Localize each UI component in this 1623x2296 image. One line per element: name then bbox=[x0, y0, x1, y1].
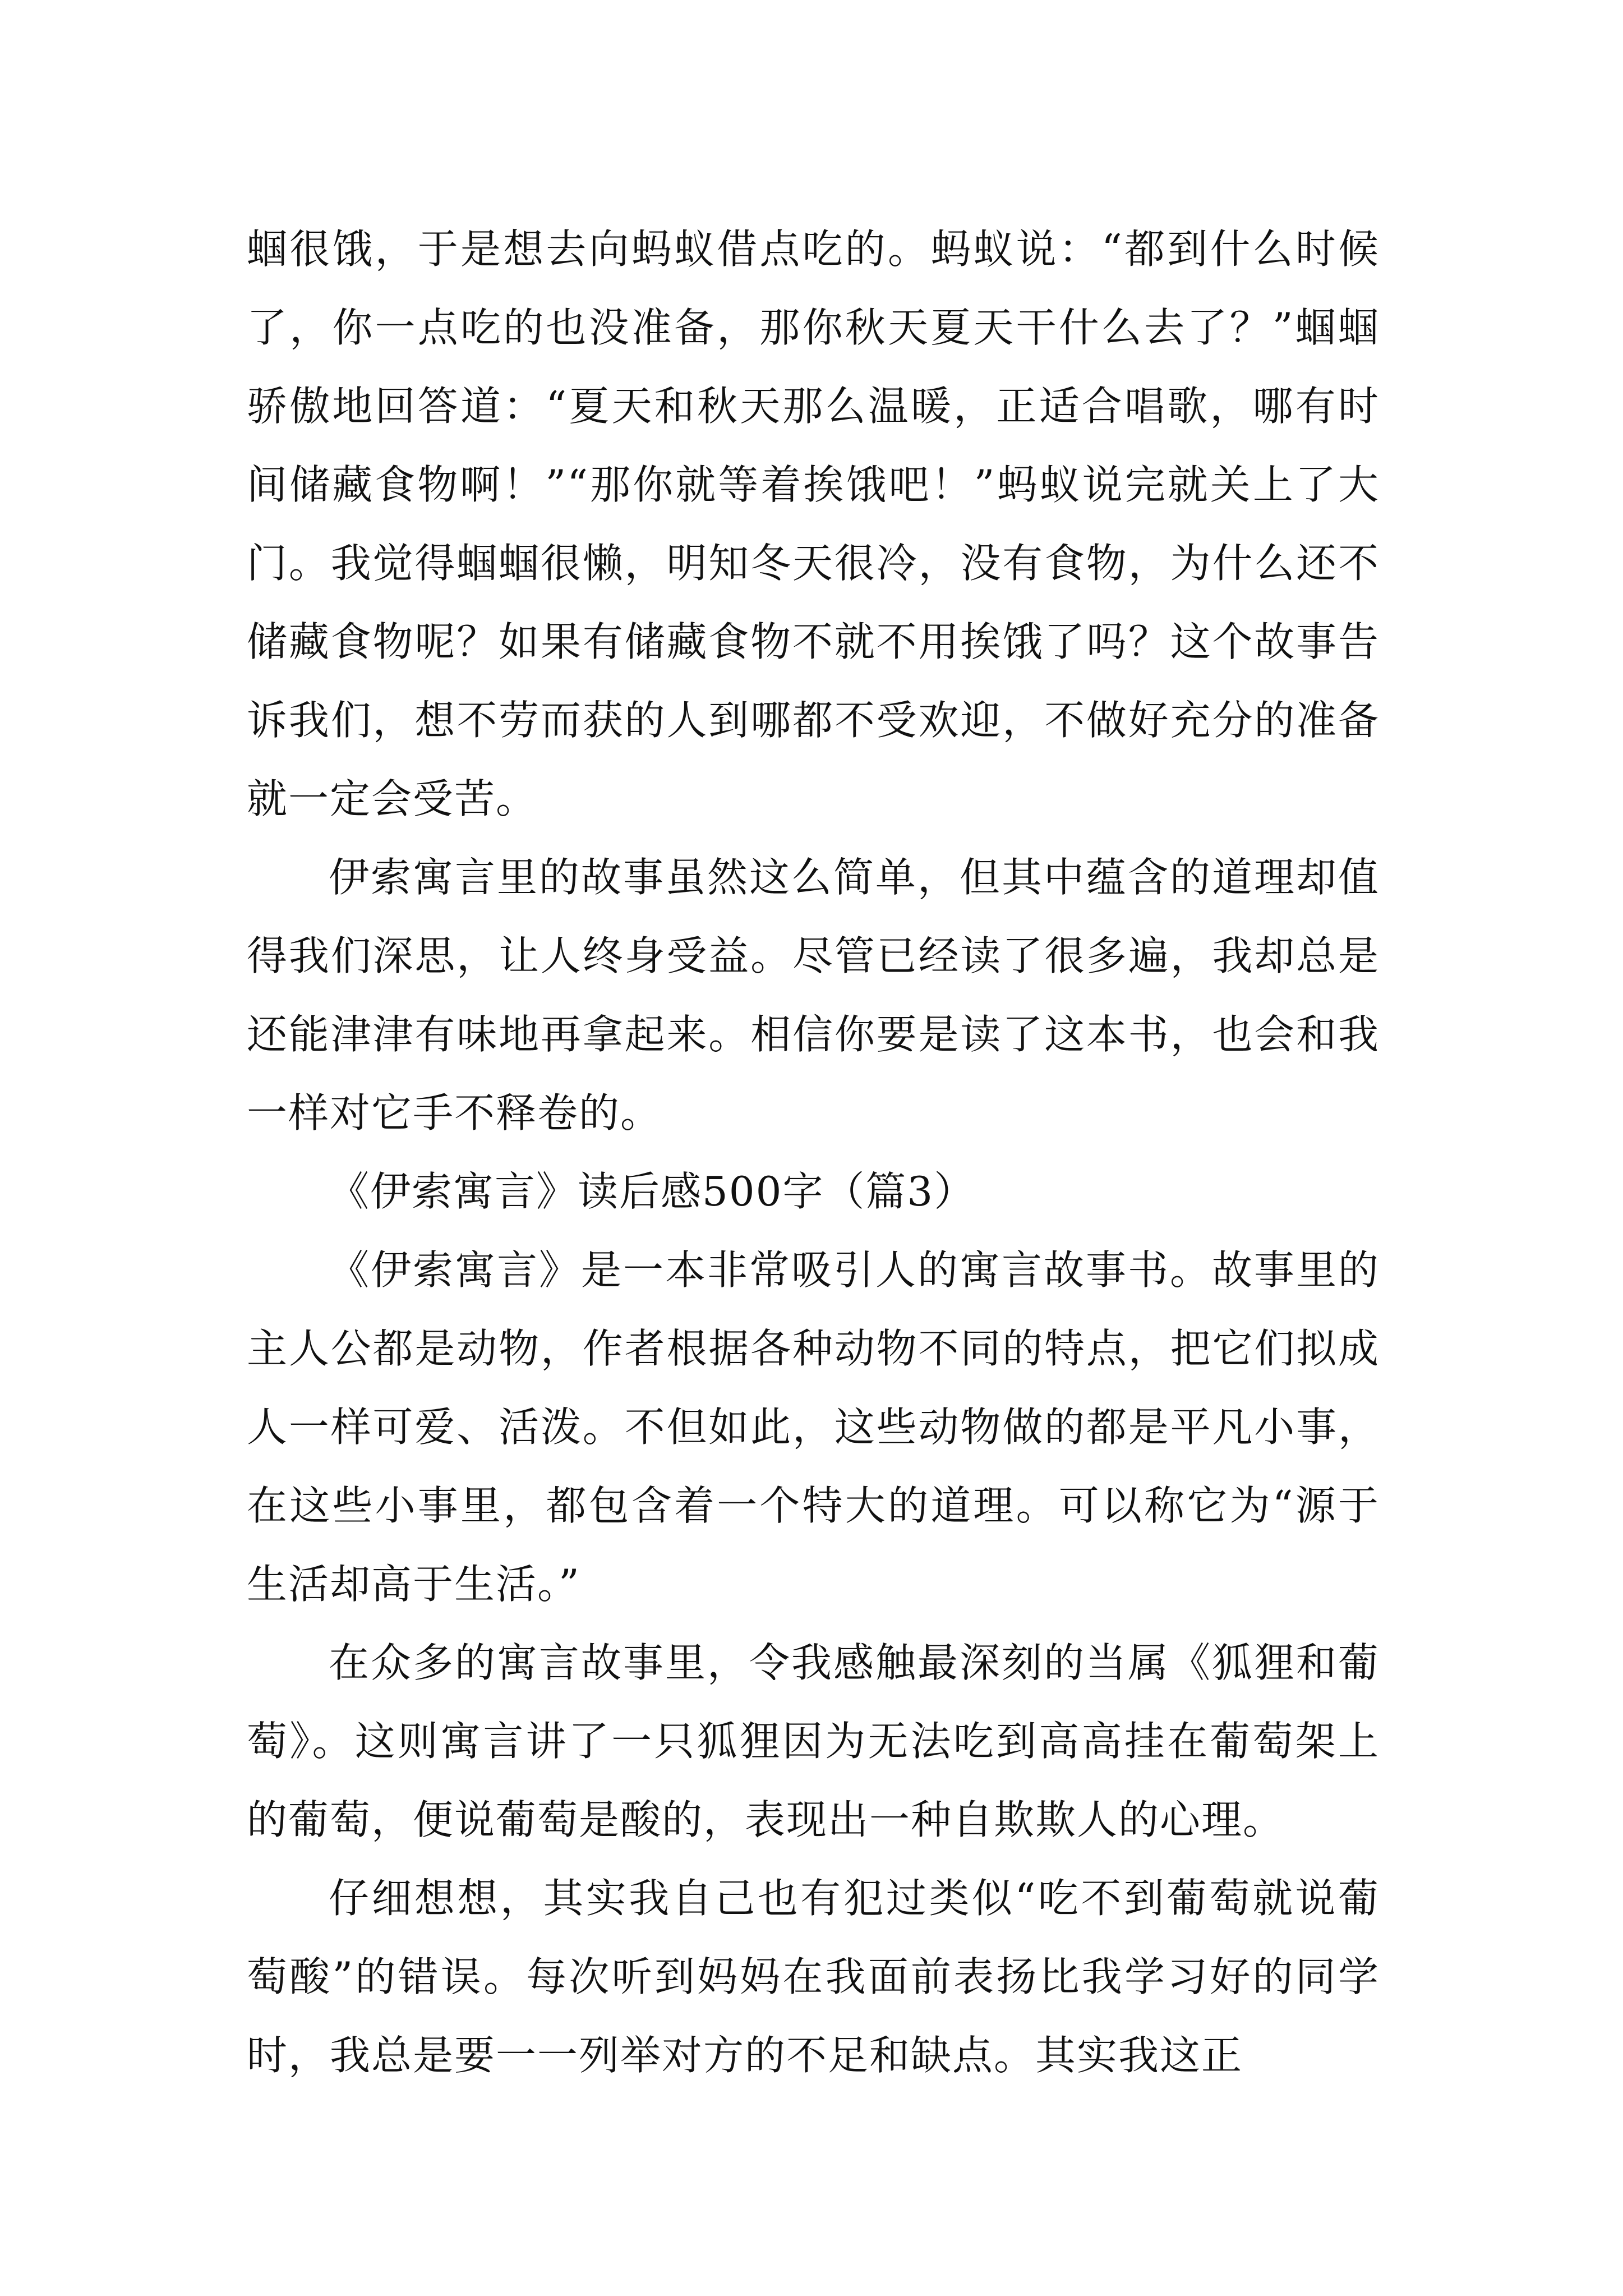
paragraph-fox-and-grapes: 在众多的寓言故事里，令我感触最深刻的当属《狐狸和葡萄》。这则寓言讲了一只狐狸因为无法吃到高高挂在葡萄架上的葡萄，便说葡萄是酸的，表现出一种自欺欺人的心理。 bbox=[247, 1639, 1380, 1843]
section-heading: 《伊索寓言》读后感500字（篇3） bbox=[329, 1168, 976, 1215]
paragraph-aesop-reflection: 伊索寓言里的故事虽然这么简单，但其中蕴含的道理却值得我们深思，让人终身受益。尽管已经读了很多遍，我却总是还能津津有味地再拿起来。相信你要是读了这本书，也会和我一样对它手不释卷的。 bbox=[247, 854, 1380, 1137]
document-page bbox=[247, 210, 1380, 2095]
paragraph-ant-and-grasshopper: 蝈很饿，于是想去向蚂蚁借点吃的。蚂蚁说：“都到什么时候了，你一点吃的也没准备，那你秋天夏天干什么去了？”蝈蝈骄傲地回答道：“夏天和秋天那么温暖，正适合唱歌，哪有时间储藏食物啊！”“那你就等着挨饿吧！”蚂蚁说完就关上了大门。我觉得蝈蝈很懒，明知冬天很冷，没有食物，为什么还不储藏食物呢？如果有储藏食物不就不用挨饿了吗？这个故事告诉我们，想不劳而获的人到哪都不受欢迎，不做好充分的准备就一定会受苦。 bbox=[247, 226, 1380, 822]
paragraph-book-introduction: 《伊索寓言》是一本非常吸引人的寓言故事书。故事里的主人公都是动物，作者根据各种动物不同的特点，把它们拟成人一样可爱、活泼。不但如此，这些动物做的都是平凡小事，在这些小事里，都包含着一个特大的道理。可以称它为“源于生活却高于生活。” bbox=[247, 1246, 1380, 1608]
paragraph-personal-reflection: 仔细想想，其实我自己也有犯过类似“吃不到葡萄就说葡萄酸”的错误。每次听到妈妈在我面前表扬比我学习好的同学时，我总是要一一列举对方的不足和缺点。其实我这正 bbox=[247, 1875, 1380, 2079]
